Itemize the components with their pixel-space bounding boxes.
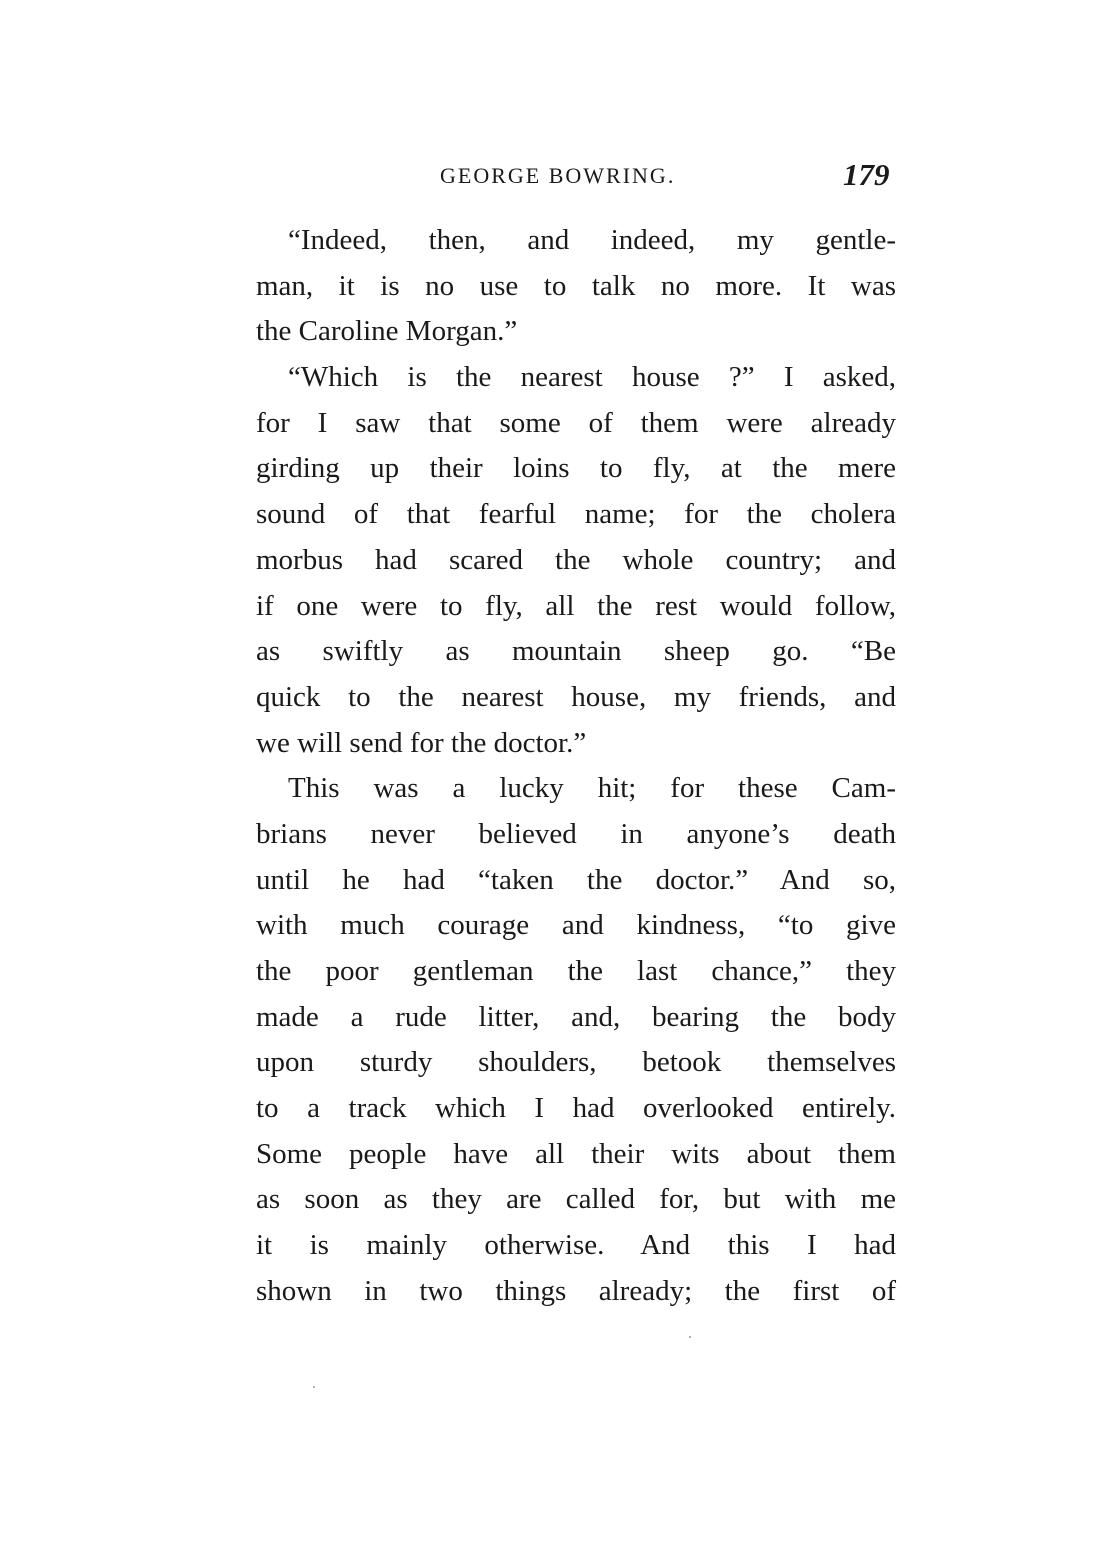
text-line: to a track which I had overlooked entirely. <box>256 1092 896 1125</box>
body-text <box>256 218 896 1315</box>
paper-speck <box>689 1336 691 1338</box>
text-line: brians never believed in anyone’s death <box>256 817 896 850</box>
running-title: GEORGE BOWRING. <box>440 163 676 188</box>
text-line: “Indeed, then, and indeed, my gentle- <box>288 224 896 256</box>
text-line: for I saw that some of them were already <box>256 406 896 439</box>
text-line: man, it is no use to talk no more. It was <box>256 269 896 302</box>
text-line: “Which is the nearest house ?” I asked, <box>288 361 896 394</box>
text-line: Some people have all their wits about them <box>256 1137 896 1170</box>
text-line: upon sturdy shoulders, betook themselves <box>256 1046 896 1079</box>
text-line: sound of that fearful name; for the cholera <box>256 498 896 531</box>
text-line: the Caroline Morgan.” <box>256 315 518 348</box>
text-line: as soon as they are called for, but with me <box>256 1183 896 1216</box>
text-line: as swiftly as mountain sheep go. “Be <box>256 635 896 668</box>
page-number: 179 <box>843 157 890 192</box>
text-line: with much courage and kindness, “to give <box>256 909 896 942</box>
text-line: This was a lucky hit; for these Cam- <box>288 772 896 805</box>
text-line: if one were to fly, all the rest would follow, <box>256 589 896 622</box>
text-line: the poor gentleman the last chance,” they <box>256 955 896 987</box>
text-line: until he had “taken the doctor.” And so, <box>256 863 896 896</box>
text-line: we will send for the doctor.” <box>256 726 587 759</box>
text-line: morbus had scared the whole country; and <box>256 543 896 576</box>
text-line: shown in two things already; the first of <box>256 1274 896 1307</box>
text-line: made a rude litter, and, bearing the body <box>256 1000 896 1033</box>
text-line: quick to the nearest house, my friends, and <box>256 680 896 713</box>
text-line: girding up their loins to fly, at the mere <box>256 452 896 485</box>
text-line: it is mainly otherwise. And this I had <box>256 1229 896 1262</box>
paper-speck <box>313 1386 315 1388</box>
